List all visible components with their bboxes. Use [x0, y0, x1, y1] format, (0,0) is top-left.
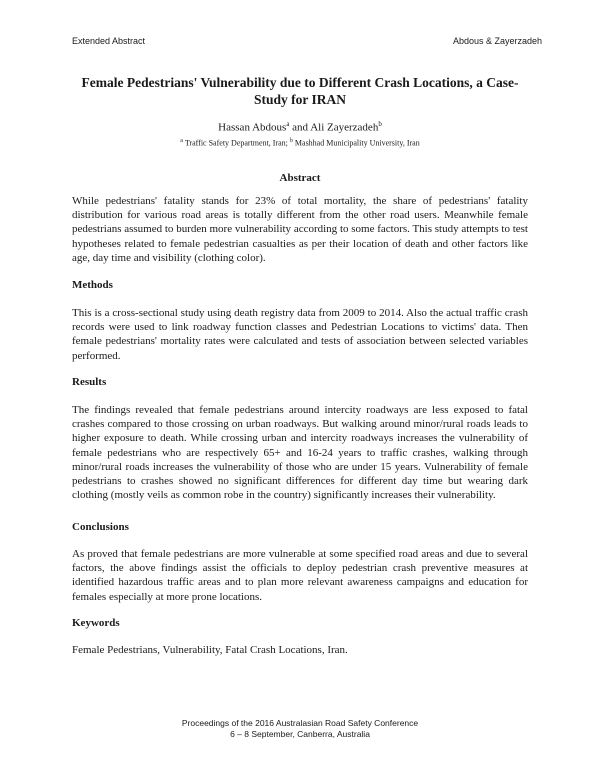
- footer-dates: 6 – 8 September, Canberra, Australia: [230, 729, 370, 739]
- methods-text: This is a cross-sectional study using death registry data from 2009 to 2014. Also the actual traffic crash records were used to link roadway function classes and Pedestrian Locations to victims' data. Then female pedestrians' mortality rates were calculated and tests of association between selected variables performed.: [72, 307, 528, 362]
- affiliation-text: Mashhad Municipality University, Iran: [294, 138, 420, 148]
- affiliation-text: Traffic Safety Department, Iran;: [184, 138, 288, 148]
- affiliations: [72, 136, 528, 149]
- author-name: Ali Zayerzadeh: [310, 121, 379, 134]
- author-joiner: and: [292, 121, 309, 134]
- methods-heading: Methods: [72, 279, 113, 291]
- affiliation-mark: a: [180, 138, 183, 144]
- paper-title: Female Pedestrians' Vulnerability due to Different Crash Locations, a Case-Study for IRAN: [81, 75, 519, 107]
- abstract-text: While pedestrians' fatality stands for 23% of total mortality, the share of pedestrians' fatality distribution for various road areas is totally different from the other road users. Meanwhile female pedestrians assumed to burden more vulnerability according to some factors. This study attempts to test hypotheses related to female pedestrian casualties as per their location of death and other factors like age, day time and visibility (clothing color).: [72, 195, 528, 264]
- running-header: [72, 36, 542, 50]
- author-mark: b: [378, 120, 382, 128]
- header-label: Extended Abstract: [72, 36, 146, 46]
- keywords-heading: Keywords: [72, 617, 120, 629]
- abstract-heading: Abstract: [279, 172, 321, 184]
- results-text: The findings revealed that female pedestrians around intercity roadways are less exposed to fatal crashes compared to those crossing on urban roadways. But walking around minor/rural roads leads to higher exposure to death. While crossing urban and intercity roadways increases the vulnerability of female pedestrians who are respectively 65+ and 16-24 years to traffic crashes, walking through minor/rural roads increases the vulnerability of those who are under 15 years. Vulnerability of female pedestrians to crashes showed no significant differences for different day time but wearing dark clothing (mostly veils as common robe in the country) significantly increases their vulnerability.: [72, 404, 528, 502]
- results-heading: Results: [72, 376, 107, 388]
- affiliation-mark: b: [289, 138, 293, 144]
- keywords-text: Female Pedestrians, Vulnerability, Fatal Crash Locations, Iran.: [72, 644, 348, 656]
- conclusions-text: As proved that female pedestrians are more vulnerable at some specified road areas and due to several factors, the above findings assist the officials to deploy pedestrian crash preventive measures at identified hazardous traffic areas and to plan more relevant awareness campaigns and education for females especially at more prone locations.: [72, 548, 528, 603]
- page-footer: [72, 718, 528, 740]
- author-line: [72, 117, 528, 135]
- author-name: Hassan Abdous: [218, 121, 287, 134]
- header-authors: Abdous & Zayerzadeh: [452, 36, 542, 46]
- conclusions-heading: Conclusions: [72, 521, 129, 533]
- author-mark: a: [286, 120, 290, 128]
- footer-conference: Proceedings of the 2016 Australasian Road Safety Conference: [181, 718, 419, 728]
